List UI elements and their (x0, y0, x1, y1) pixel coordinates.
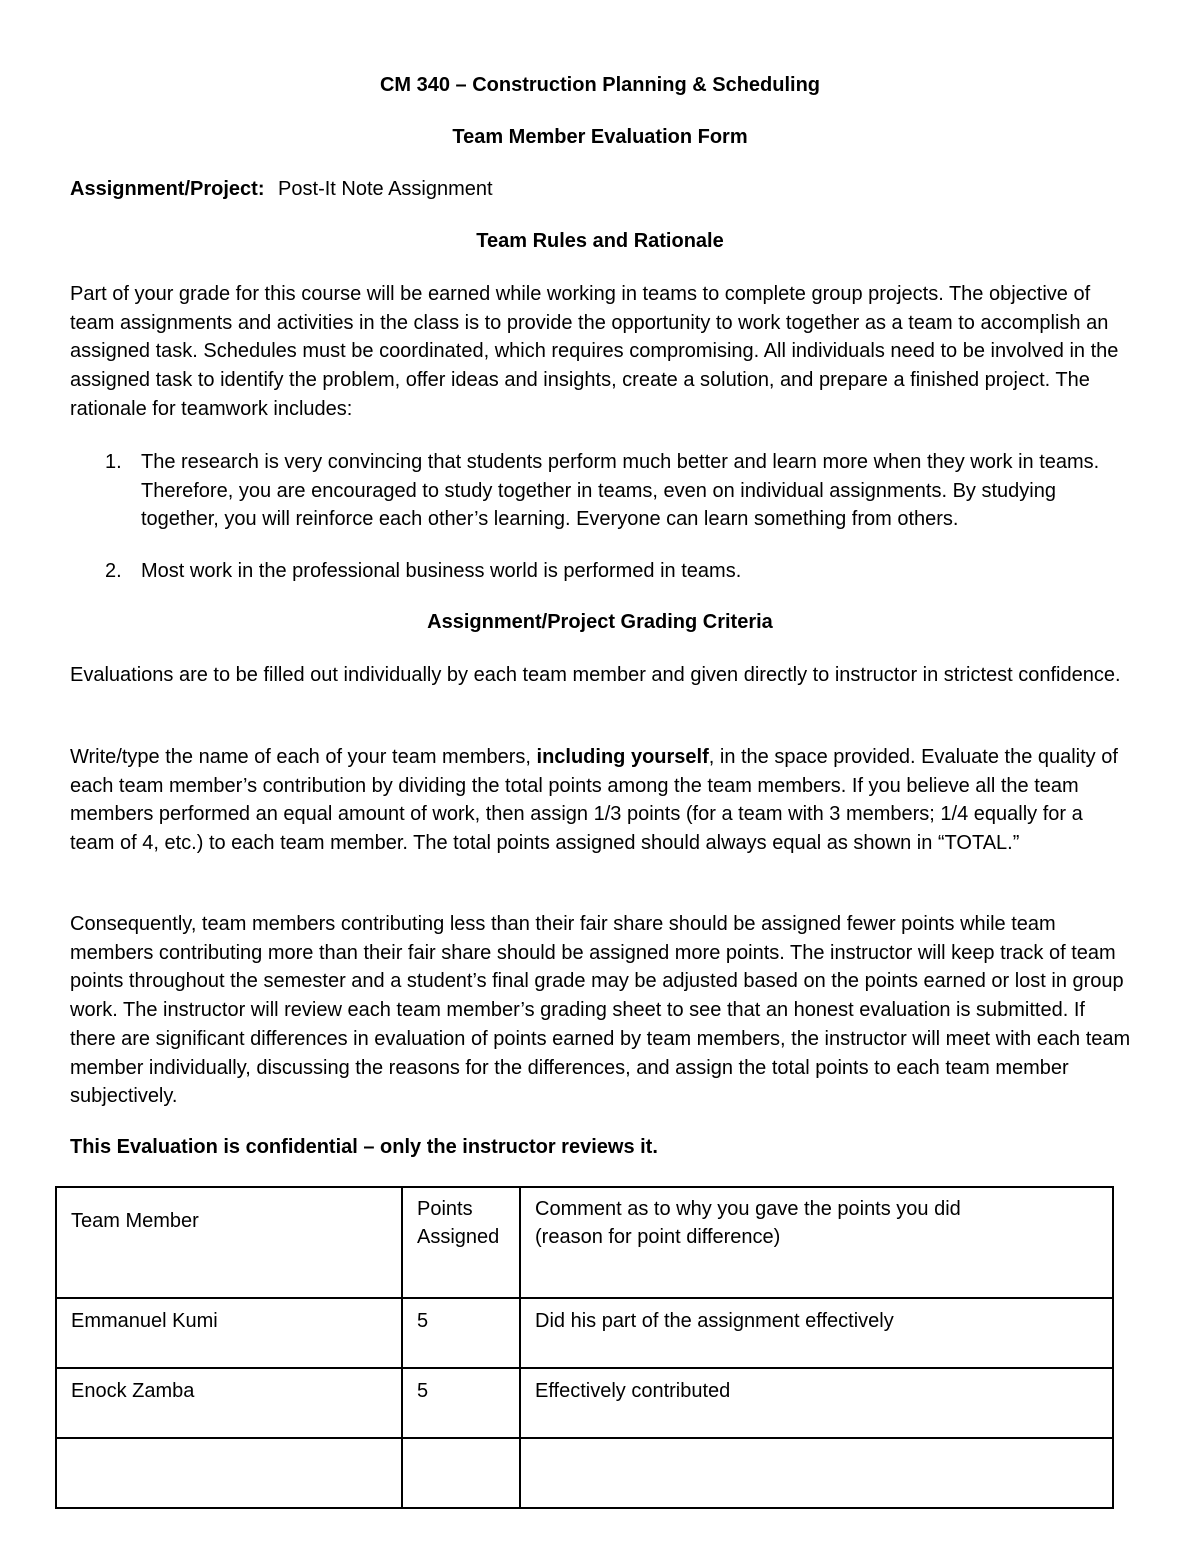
header-comment-line1: Comment as to why you gave the points you did (535, 1198, 961, 1220)
header-comment-line2: (reason for point difference) (535, 1226, 781, 1248)
assignment-value: Post-It Note Assignment (278, 178, 493, 200)
grading-paragraph-1 (70, 661, 1132, 690)
list-text: The research is very convincing that students perform much better and learn more when they work in teams. Therefore, you are encouraged to study together in teams, even on individual assignments. By studying together, you will reinforce each other’s learning. Everyone can learn something from others. (141, 451, 1100, 531)
comment-cell[interactable]: Did his part of the assignment effectively (520, 1298, 1113, 1368)
intro-text: Part of your grade for this course will be earned while working in teams to complete group projects. The objective of team assignments and activities in the class is to provide the opportunity to work together as a team to accomplish an assigned task. Schedules must be coordinated, which requires compromising. All individuals need to be involved in the assigned task to identify the problem, offer ideas and insights, create a solution, and prepare a finished project. The rationale for teamwork includes: (70, 283, 1119, 420)
intro-paragraph (70, 280, 1132, 424)
rules-heading: Team Rules and Rationale (476, 230, 724, 252)
course-title: CM 340 – Construction Planning & Scheduling (379, 74, 821, 96)
header-comment (520, 1187, 1113, 1298)
confidential-note: This Evaluation is confidential – only the instructor reviews it. (70, 1136, 658, 1158)
grading-text-2-after: , in the space provided. Evaluate the quality of each team member’s contribution by dividing the total points among the team members. If you believe all the team members performed an equal amount of work, then assign 1/3 points (for a team with 3 members; 1/4 equally for a team of 4, etc.) to each team member. The total points assigned should always equal as shown in “TOTAL.” (70, 746, 1118, 855)
table-row (56, 1298, 1113, 1368)
grading-heading: Assignment/Project Grading Criteria (427, 611, 773, 633)
member-name-cell[interactable] (56, 1438, 402, 1508)
comment-cell[interactable] (520, 1438, 1113, 1508)
grading-text-2 (70, 743, 1132, 858)
assignment-line (70, 178, 1140, 201)
table-row (56, 1438, 1113, 1508)
grading-text-1: Evaluations are to be filled out individually by each team member and given directly to instructor in strictest confidence. (70, 664, 1121, 686)
header-team-member-text: Team Member (71, 1210, 199, 1232)
points-cell[interactable]: 5 (402, 1368, 520, 1438)
table-header-row (56, 1187, 1113, 1298)
grading-text-2-before: Write/type the name of each of your team members, (70, 746, 537, 768)
header-team-member (56, 1187, 402, 1298)
grading-text-3: Consequently, team members contributing less than their fair share should be assigned fewer points while team members contributing more than their fair share should be assigned more points. The instructor will keep track of team points throughout the semester and a student’s final grade may be adjusted based on the points earned or lost in group work. The instructor will review each team member’s grading sheet to see that an honest evaluation is submitted. If there are significant differences in evaluation of points earned by team members, the instructor will meet with each team member individually, discussing the reasons for the differences, and assign the total points to each team member subjectively. (70, 913, 1131, 1108)
points-cell[interactable] (402, 1438, 520, 1508)
grading-paragraph-3 (70, 910, 1132, 1111)
assignment-label: Assignment/Project: (70, 178, 265, 200)
member-name-cell[interactable]: Enock Zamba (56, 1368, 402, 1438)
evaluation-table (55, 1186, 1114, 1509)
list-text: Most work in the professional business world is performed in teams. (141, 560, 742, 582)
list-number: 2. (105, 560, 122, 582)
grading-paragraph-2 (70, 743, 1132, 858)
header-points-line1: Points (417, 1198, 473, 1220)
header-points-assigned (402, 1187, 520, 1298)
grading-text-2-bold: including yourself (536, 746, 709, 768)
form-title: Team Member Evaluation Form (452, 126, 748, 148)
table-row (56, 1368, 1113, 1438)
header-points-line2: Assigned (417, 1226, 500, 1248)
list-number: 1. (105, 451, 122, 473)
member-name-cell[interactable]: Emmanuel Kumi (56, 1298, 402, 1368)
points-cell[interactable]: 5 (402, 1298, 520, 1368)
comment-cell[interactable]: Effectively contributed (520, 1368, 1113, 1438)
